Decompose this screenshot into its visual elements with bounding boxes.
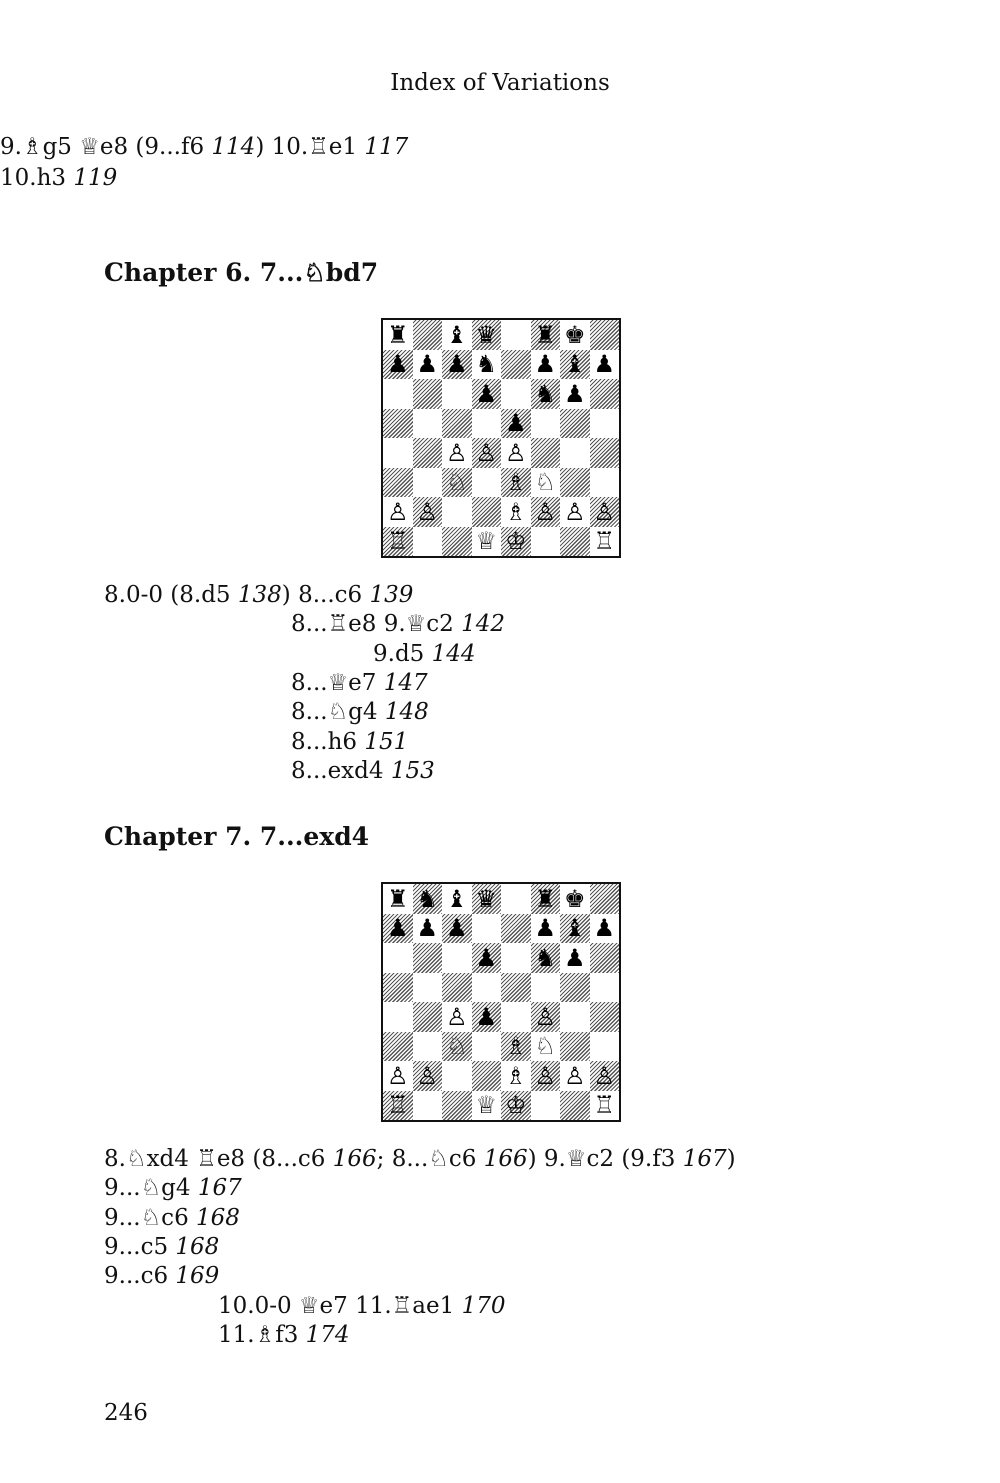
- board-square: [413, 320, 443, 350]
- black-king-icon: ♚: [563, 320, 586, 349]
- black-queen-icon: ♛: [475, 884, 497, 913]
- black-pawn-icon: ♟: [475, 943, 497, 972]
- move-text: ) 10.♖e1: [255, 134, 365, 160]
- board-square: [501, 1002, 531, 1032]
- move-text: ) 9.♕c2 (9.f3: [527, 1146, 683, 1172]
- board-square: [531, 320, 561, 350]
- board-square: [472, 943, 502, 973]
- board-square: [531, 350, 561, 380]
- black-pawn-icon: ♟: [593, 350, 615, 379]
- page-reference: 167: [682, 1146, 727, 1172]
- board-square: [590, 379, 620, 409]
- board-square: [590, 320, 620, 350]
- ch7-variation-line: [104, 1174, 242, 1202]
- running-head: Index of Variations: [390, 70, 610, 96]
- board-square: [590, 527, 620, 557]
- board-square: [442, 914, 472, 944]
- board-square: [472, 379, 502, 409]
- page-reference: 170: [461, 1292, 506, 1319]
- black-rook-icon: ♜: [386, 884, 409, 913]
- page-reference: 174: [305, 1321, 350, 1348]
- board-square: [560, 438, 590, 468]
- board-square: [413, 527, 443, 557]
- ch6-variation-line: [373, 640, 476, 668]
- board-square: [442, 943, 472, 973]
- white-pawn-icon: ♙: [593, 1061, 615, 1090]
- black-pawn-icon: ♟: [386, 350, 409, 379]
- chapter-7-title: Chapter 7. 7...exd4: [104, 822, 370, 851]
- black-pawn-icon: ♟: [475, 379, 497, 408]
- board-square: [413, 409, 443, 439]
- black-pawn-icon: ♟: [475, 1002, 497, 1031]
- white-rook-icon: ♖: [593, 527, 615, 556]
- board-square: [442, 1091, 472, 1121]
- black-king-icon: ♚: [563, 884, 586, 913]
- board-square: [501, 527, 531, 557]
- board-square: [472, 468, 502, 498]
- black-knight-icon: ♞: [534, 943, 556, 972]
- move-text: 8.♘xd4 ♖e8 (8...c6: [104, 1146, 333, 1172]
- board-square: [590, 438, 620, 468]
- white-bishop-icon: ♗: [504, 1032, 527, 1061]
- black-knight-icon: ♞: [475, 350, 497, 379]
- move-text: 10.h3: [0, 165, 74, 191]
- board-square: [501, 497, 531, 527]
- board-square: [442, 1061, 472, 1091]
- black-pawn-icon: ♟: [416, 914, 438, 943]
- board-square: [501, 884, 531, 914]
- page-reference: 142: [461, 611, 506, 638]
- top-variation-line: [0, 164, 117, 192]
- board-square: [383, 379, 413, 409]
- ch6-variation-line: [291, 757, 435, 785]
- board-square: [560, 1032, 590, 1062]
- board-square: [413, 1002, 443, 1032]
- board-square: [501, 409, 531, 439]
- white-king-icon: ♔: [504, 527, 527, 556]
- board-square: [560, 320, 590, 350]
- board-square: [442, 973, 472, 1003]
- white-king-icon: ♔: [504, 1091, 527, 1120]
- board-square: [560, 468, 590, 498]
- board-square: [560, 884, 590, 914]
- black-pawn-icon: ♟: [534, 350, 556, 379]
- board-square: [531, 973, 561, 1003]
- page-reference: 117: [364, 134, 409, 160]
- board-square: [413, 1032, 443, 1062]
- board-square: [413, 1091, 443, 1121]
- black-knight-icon: ♞: [416, 884, 438, 913]
- ch7-variation-line: [104, 1145, 736, 1173]
- board-square: [383, 914, 413, 944]
- white-pawn-icon: ♙: [386, 497, 409, 526]
- white-pawn-icon: ♙: [416, 497, 438, 526]
- board-square: [442, 320, 472, 350]
- board-square: [590, 914, 620, 944]
- black-pawn-icon: ♟: [416, 350, 438, 379]
- white-pawn-icon: ♙: [534, 497, 556, 526]
- top-variation-line: [0, 133, 408, 161]
- board-square: [413, 497, 443, 527]
- board-square: [531, 527, 561, 557]
- board-square: [472, 1061, 502, 1091]
- board-square: [383, 409, 413, 439]
- black-pawn-icon: ♟: [445, 350, 468, 379]
- board-square: [590, 1032, 620, 1062]
- move-text: 8...♖e8 9.♕c2: [291, 611, 462, 638]
- board-square: [383, 350, 413, 380]
- board-square: [531, 497, 561, 527]
- board-square: [531, 943, 561, 973]
- board-square: [501, 973, 531, 1003]
- move-text: 11.♗f3: [218, 1321, 306, 1348]
- board-square: [413, 884, 443, 914]
- board-square: [383, 497, 413, 527]
- board-square: [472, 1032, 502, 1062]
- black-rook-icon: ♜: [534, 320, 556, 349]
- board-square: [560, 379, 590, 409]
- black-bishop-icon: ♝: [563, 350, 586, 379]
- page-reference: 168: [175, 1233, 220, 1260]
- ch6-variation-line: [291, 728, 408, 756]
- page-reference: 138: [237, 582, 282, 608]
- page-reference: 168: [196, 1204, 240, 1231]
- board-square: [383, 320, 413, 350]
- board-square: [501, 468, 531, 498]
- board-square: [501, 1091, 531, 1121]
- ch6-variation-line: [291, 669, 428, 697]
- white-rook-icon: ♖: [593, 1091, 615, 1120]
- chapter-6-title: Chapter 6. 7...♘bd7: [104, 258, 379, 287]
- board-square: [560, 497, 590, 527]
- black-pawn-icon: ♟: [445, 914, 468, 943]
- page-reference: 139: [369, 582, 414, 608]
- board-square: [472, 409, 502, 439]
- move-text: 8...exd4: [291, 757, 391, 784]
- board-square: [560, 350, 590, 380]
- board-square: [383, 943, 413, 973]
- white-pawn-icon: ♙: [416, 1061, 438, 1090]
- board-square: [590, 943, 620, 973]
- chess-diagram-chapter-6: [381, 318, 621, 558]
- board-square: [472, 884, 502, 914]
- white-queen-icon: ♕: [475, 1091, 497, 1120]
- move-text: 9.♗g5 ♕e8 (9...f6: [0, 134, 212, 160]
- board-square: [413, 438, 443, 468]
- page-reference: 153: [390, 757, 435, 784]
- board-square: [531, 914, 561, 944]
- board-square: [472, 350, 502, 380]
- board-square: [531, 438, 561, 468]
- board-square: [413, 350, 443, 380]
- board-square: [472, 973, 502, 1003]
- board-square: [472, 914, 502, 944]
- board-square: [560, 1002, 590, 1032]
- board-square: [560, 973, 590, 1003]
- ch7-variation-line: [104, 1204, 240, 1232]
- board-square: [501, 350, 531, 380]
- move-text: 10.0-0 ♕e7 11.♖ae1: [218, 1292, 462, 1319]
- board-square: [413, 943, 443, 973]
- board-square: [442, 379, 472, 409]
- white-pawn-icon: ♙: [593, 497, 615, 526]
- black-pawn-icon: ♟: [534, 914, 556, 943]
- white-knight-icon: ♘: [445, 468, 468, 497]
- board-square: [501, 320, 531, 350]
- page-reference: 114: [211, 134, 256, 160]
- board-square: [590, 468, 620, 498]
- board-square: [560, 943, 590, 973]
- white-knight-icon: ♘: [534, 468, 556, 497]
- board-square: [472, 438, 502, 468]
- board-square: [442, 527, 472, 557]
- white-pawn-icon: ♙: [475, 438, 497, 467]
- board-square: [560, 1091, 590, 1121]
- board-square: [590, 973, 620, 1003]
- move-text: 8...h6: [291, 728, 365, 755]
- board-square: [472, 527, 502, 557]
- board-square: [531, 409, 561, 439]
- move-text: 8.0-0 (8.d5: [104, 582, 238, 608]
- board-square: [383, 527, 413, 557]
- move-text: ): [726, 1146, 736, 1172]
- board-square: [590, 497, 620, 527]
- move-text: 9.d5: [373, 640, 432, 667]
- board-square: [590, 409, 620, 439]
- board-square: [383, 884, 413, 914]
- white-rook-icon: ♖: [386, 1091, 409, 1120]
- black-bishop-icon: ♝: [445, 884, 468, 913]
- board-square: [501, 943, 531, 973]
- move-text: 8...♕e7: [291, 669, 384, 696]
- board-square: [383, 973, 413, 1003]
- board-square: [590, 1061, 620, 1091]
- white-pawn-icon: ♙: [534, 1061, 556, 1090]
- board-square: [560, 409, 590, 439]
- page-reference: 144: [431, 640, 476, 667]
- board-square: [413, 914, 443, 944]
- board-square: [560, 1061, 590, 1091]
- board-square: [442, 1032, 472, 1062]
- board-square: [383, 1032, 413, 1062]
- move-text: 8...♘g4: [291, 699, 385, 726]
- black-bishop-icon: ♝: [445, 320, 468, 349]
- ch7-variation-line: [218, 1321, 350, 1349]
- page-reference: 148: [384, 699, 429, 726]
- white-rook-icon: ♖: [386, 527, 409, 556]
- black-queen-icon: ♛: [475, 320, 497, 349]
- black-pawn-icon: ♟: [386, 914, 409, 943]
- board-square: [472, 1091, 502, 1121]
- page-reference: 147: [383, 669, 428, 696]
- ch6-variation-line: [104, 581, 413, 609]
- page-reference: 119: [73, 165, 118, 191]
- black-pawn-icon: ♟: [593, 914, 615, 943]
- black-rook-icon: ♜: [534, 884, 556, 913]
- white-bishop-icon: ♗: [504, 497, 527, 526]
- white-bishop-icon: ♗: [504, 1061, 527, 1090]
- chess-diagram-chapter-7: [381, 882, 621, 1122]
- board-square: [531, 379, 561, 409]
- ch7-variation-line: [218, 1292, 505, 1320]
- white-bishop-icon: ♗: [504, 468, 527, 497]
- page-reference: 151: [364, 728, 409, 755]
- board-square: [413, 973, 443, 1003]
- black-bishop-icon: ♝: [563, 914, 586, 943]
- board-square: [383, 1061, 413, 1091]
- board-square: [590, 1091, 620, 1121]
- white-knight-icon: ♘: [445, 1032, 468, 1061]
- board-square: [531, 1091, 561, 1121]
- white-knight-icon: ♘: [534, 1032, 556, 1061]
- board-square: [383, 468, 413, 498]
- board-square: [501, 438, 531, 468]
- ch7-variation-line: [104, 1233, 219, 1261]
- board-square: [590, 884, 620, 914]
- black-pawn-icon: ♟: [563, 379, 586, 408]
- board-square: [590, 1002, 620, 1032]
- black-rook-icon: ♜: [386, 320, 409, 349]
- board-square: [442, 350, 472, 380]
- white-pawn-icon: ♙: [534, 1002, 556, 1031]
- white-queen-icon: ♕: [475, 527, 497, 556]
- board-square: [531, 468, 561, 498]
- page-reference: 166: [483, 1146, 528, 1172]
- board-square: [560, 527, 590, 557]
- ch6-variation-line: [291, 610, 505, 638]
- page-reference: 166: [332, 1146, 377, 1172]
- board-square: [531, 1002, 561, 1032]
- board-square: [442, 1002, 472, 1032]
- ch7-variation-line: [104, 1262, 219, 1290]
- board-square: [531, 1061, 561, 1091]
- board-square: [442, 468, 472, 498]
- board-square: [442, 884, 472, 914]
- board-square: [383, 1091, 413, 1121]
- board-square: [413, 468, 443, 498]
- move-text: 9...c5: [104, 1233, 176, 1260]
- white-pawn-icon: ♙: [386, 1061, 409, 1090]
- white-pawn-icon: ♙: [563, 497, 586, 526]
- page-number: 246: [104, 1400, 148, 1426]
- page-reference: 167: [197, 1175, 242, 1202]
- move-text: ) 8...c6: [281, 582, 370, 608]
- board-square: [501, 1032, 531, 1062]
- board-square: [501, 1061, 531, 1091]
- board-square: [531, 884, 561, 914]
- white-pawn-icon: ♙: [445, 1002, 468, 1031]
- board-square: [442, 409, 472, 439]
- black-pawn-icon: ♟: [563, 943, 586, 972]
- board-square: [590, 350, 620, 380]
- board-square: [472, 497, 502, 527]
- board-square: [413, 379, 443, 409]
- black-pawn-icon: ♟: [504, 409, 527, 438]
- board-square: [472, 1002, 502, 1032]
- board-square: [531, 1032, 561, 1062]
- board-square: [501, 379, 531, 409]
- board-square: [383, 1002, 413, 1032]
- board-square: [472, 320, 502, 350]
- ch6-variation-line: [291, 698, 429, 726]
- board-square: [560, 914, 590, 944]
- move-text: ; 8...♘c6: [376, 1146, 484, 1172]
- black-knight-icon: ♞: [534, 379, 556, 408]
- white-pawn-icon: ♙: [563, 1061, 586, 1090]
- white-pawn-icon: ♙: [504, 438, 527, 467]
- page-reference: 169: [175, 1263, 220, 1290]
- move-text: 9...♘g4: [104, 1175, 198, 1202]
- move-text: 9...c6: [104, 1263, 176, 1290]
- board-square: [413, 1061, 443, 1091]
- white-pawn-icon: ♙: [445, 438, 468, 467]
- board-square: [442, 438, 472, 468]
- board-square: [383, 438, 413, 468]
- board-square: [501, 914, 531, 944]
- move-text: 9...♘c6: [104, 1204, 197, 1231]
- board-square: [442, 497, 472, 527]
